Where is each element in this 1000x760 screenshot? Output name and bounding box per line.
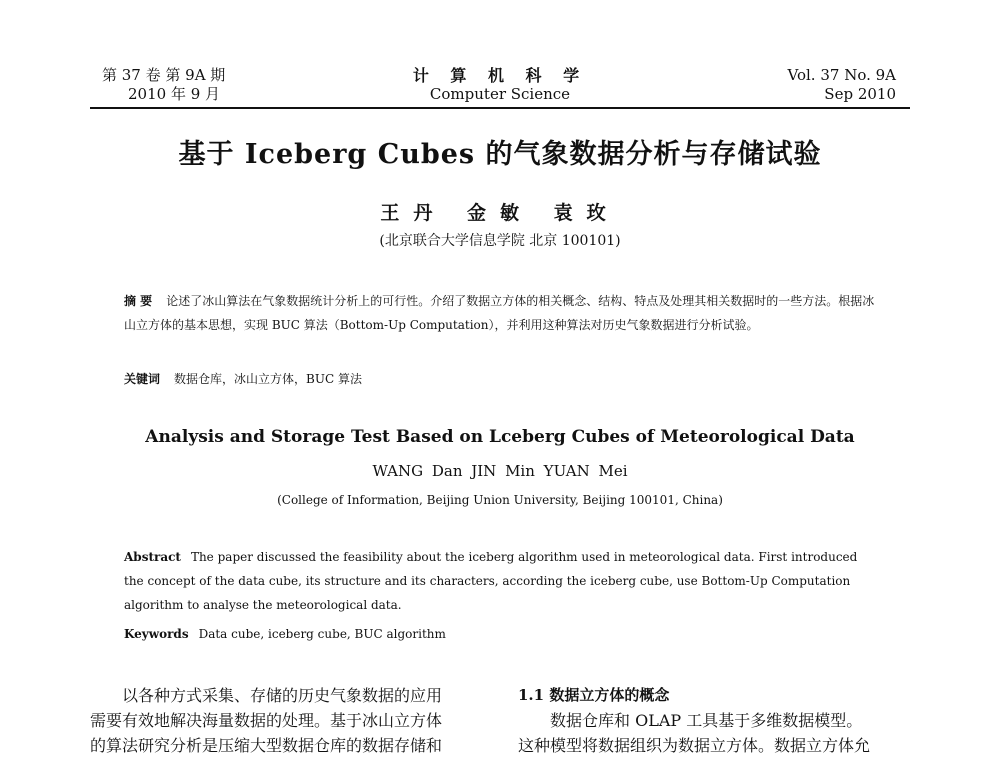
abstract-en-label: Abstract [124, 550, 181, 564]
volume-issue: 第 37 卷 第 9A 期 [102, 66, 226, 84]
paper-title-en: Analysis and Storage Test Based on Lceberg Cubes of Meteorological Data [145, 427, 855, 447]
body-column-left [90, 683, 490, 758]
body-left-line: 需要有效地解决海量数据的处理。基于冰山立方体 [90, 711, 443, 730]
journal-volume-info [102, 66, 225, 104]
journal-name-en: Computer Science [429, 85, 571, 103]
body-left-line: 的算法研究分析是压缩大型数据仓库的数据存储和 [90, 736, 443, 755]
keywords-cn [124, 370, 876, 387]
keywords-en [124, 627, 876, 641]
body-left-line: 以各种方式采集、存储的历史气象数据的应用 [122, 686, 443, 705]
issue-date-en: Sep 2010 [824, 85, 896, 103]
authors-en: WANG Dan JIN Min YUAN Mei [372, 462, 628, 480]
keywords-cn-text: 数据仓库，冰山立方体，BUC 算法 [174, 372, 362, 386]
section-heading: 1.1 数据立方体的概念 [518, 686, 670, 704]
keywords-en-text: Data cube, iceberg cube, BUC algorithm [198, 627, 446, 641]
abstract-cn [124, 289, 876, 337]
abstract-cn-label: 摘 要 [124, 294, 153, 308]
paper-title-cn: 基于 Iceberg Cubes 的气象数据分析与存储试验 [178, 139, 822, 170]
body-right-line: 这种模型将数据组织为数据立方体。数据立方体允 [518, 736, 871, 755]
body-column-right [518, 708, 910, 758]
keywords-cn-label: 关键词 [124, 372, 161, 386]
body-right-line: 数据仓库和 OLAP 工具基于多维数据模型。 [550, 711, 863, 730]
issue-date-cn: 2010 年 9 月 [128, 85, 221, 103]
keywords-en-label: Keywords [124, 627, 189, 641]
vol-no: Vol. 37 No. 9A [787, 66, 896, 84]
header-rule [90, 107, 910, 109]
affiliation-cn: (北京联合大学信息学院 北京 100101) [379, 233, 621, 249]
affiliation-en: (College of Information, Beijing Union University, Beijing 100101, China) [277, 493, 723, 507]
authors-cn: 王丹 金敏 袁玫 [380, 202, 620, 224]
journal-name [400, 66, 600, 104]
journal-name-cn: 计 算 机 科 学 [412, 66, 588, 85]
abstract-en-text: The paper discussed the feasibility about the iceberg algorithm used in meteorological data. First introduced the concept of the data cube, its structure and its characters, according the iceberg cube, use Bottom-Up Computation algorithm to analyse the meteorological data. [124, 550, 858, 612]
abstract-cn-text: 论述了冰山算法在气象数据统计分析上的可行性。介绍了数据立方体的相关概念、结构、特点及处理其相关数据时的一些方法。根据冰山立方体的基本思想，实现 BUC 算法（Bottom-Up Computation），并利用这种算法对历史气象数据进行分析试验。 [124, 294, 875, 332]
abstract-en [124, 545, 876, 617]
journal-vol-en [788, 66, 896, 104]
